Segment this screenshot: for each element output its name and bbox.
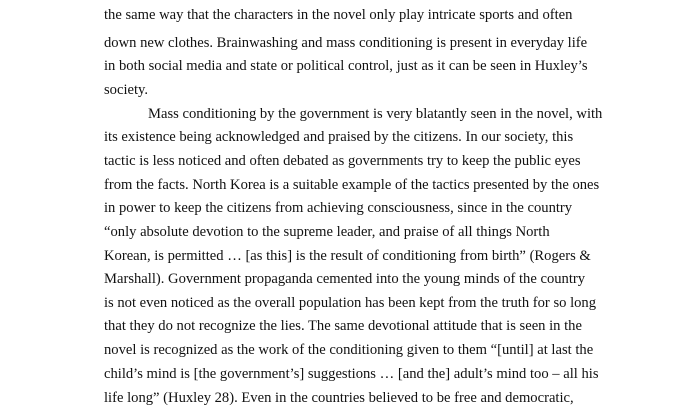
text-line: tactic is less noticed and often debated as governments try to keep the public eyes bbox=[104, 153, 581, 169]
text-line: is not even noticed as the overall population has been kept from the truth for so long bbox=[104, 295, 597, 311]
text-line: child’s mind is [the government’s] suggestions … [and the] adult’s mind too – all his bbox=[104, 366, 599, 382]
text-line: life long” (Huxley 28). Even in the countries believed to be free and democratic, bbox=[104, 390, 574, 406]
text-line: Korean, is permitted … [as this] is the result of conditioning from birth” (Rogers & bbox=[104, 248, 591, 264]
text-line: the same way that the characters in the novel only play intricate sports and often bbox=[104, 7, 573, 23]
text-line: that they do not recognize the lies. The same devotional attitude that is seen in the bbox=[104, 318, 582, 334]
text-line: in power to keep the citizens from achieving consciousness, since in the country bbox=[104, 200, 573, 216]
text-line: from the facts. North Korea is a suitable example of the tactics presented by the ones bbox=[104, 177, 600, 193]
paragraph-first-line: Mass conditioning by the government is very blatantly seen in the novel, with bbox=[148, 106, 603, 122]
text-line: in both social media and state or political control, just as it can be seen in Huxley’s bbox=[104, 58, 588, 74]
text-line: society. bbox=[104, 82, 149, 98]
text-line: “only absolute devotion to the supreme leader, and praise of all things North bbox=[104, 224, 550, 240]
text-line: its existence being acknowledged and praised by the citizens. In our society, this bbox=[104, 129, 574, 145]
text-line: novel is recognized as the work of the conditioning given to them “[until] at last the bbox=[104, 342, 594, 358]
text-line: Marshall). Government propaganda cemented into the young minds of the country bbox=[104, 271, 586, 287]
text-line: down new clothes. Brainwashing and mass conditioning is present in everyday life bbox=[104, 35, 588, 51]
